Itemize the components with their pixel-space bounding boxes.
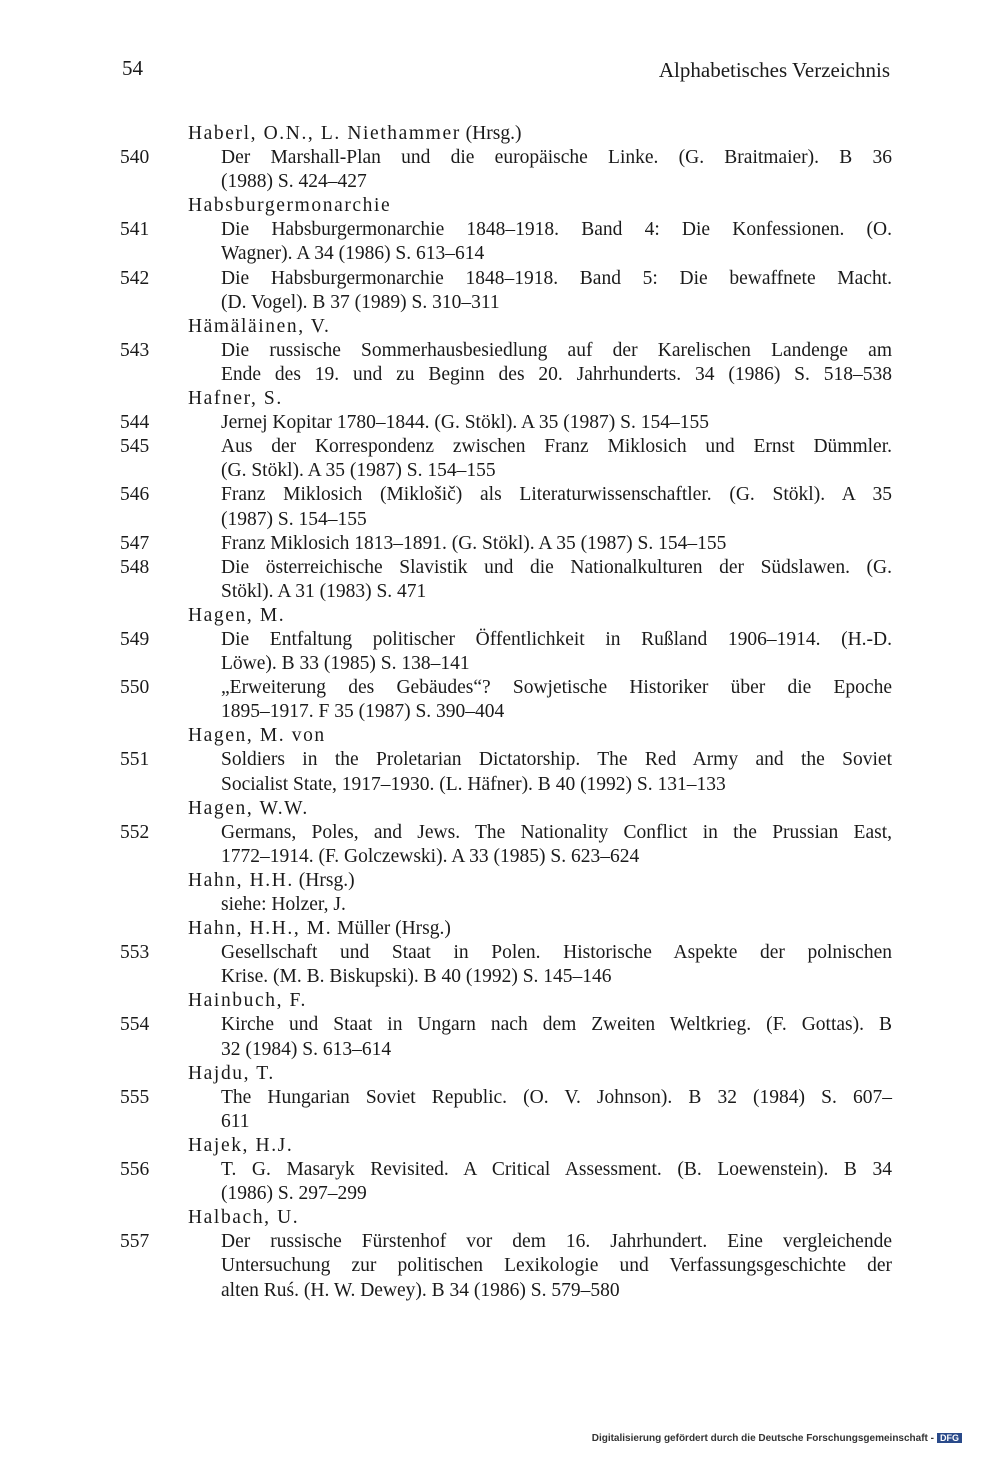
entry-text: „Erweiterung des Gebäudes“? Sowjetische Historiker über die Epoche: [221, 677, 892, 699]
entry-number: 552: [120, 821, 150, 843]
author-heading: [120, 869, 892, 893]
entry-continuation: [120, 459, 892, 483]
entry-number: 554: [120, 1014, 150, 1036]
entry-text: 1772–1914. (F. Golczewski). A 33 (1985) S. 623–624: [221, 845, 640, 867]
author-heading: [120, 989, 892, 1013]
author-heading: [120, 1206, 892, 1230]
author-name: Haberl, O.N., L. Niethammer: [188, 123, 461, 144]
entry-number: 547: [120, 532, 150, 554]
entry-text: 1895–1917. F 35 (1987) S. 390–404: [221, 701, 505, 723]
entry-text: (G. Stökl). A 35 (1987) S. 154–155: [221, 460, 496, 482]
author-heading: [120, 1134, 892, 1158]
entry-continuation: [120, 363, 892, 387]
entry-continuation: [120, 242, 892, 266]
author-heading: [120, 122, 892, 146]
entry-number: 544: [120, 412, 150, 434]
entry-continuation: [120, 170, 892, 194]
entry-line: [120, 1230, 892, 1254]
entry-line: [120, 339, 892, 363]
entry-line: [120, 146, 892, 170]
entry-line: [120, 556, 892, 580]
entry-line: [120, 1013, 892, 1037]
entry-line: [120, 748, 892, 772]
entry-text: Untersuchung zur politischen Lexikologie und Verfassungsgeschichte der: [221, 1255, 892, 1277]
entry-text: Germans, Poles, and Jews. The Nationality Conflict in the Prussian East,: [221, 821, 892, 843]
entry-continuation: [120, 1279, 892, 1303]
entry-text: alten Ruś. (H. W. Dewey). B 34 (1986) S. 579–580: [221, 1279, 620, 1301]
author-heading: [120, 194, 892, 218]
entry-text: The Hungarian Soviet Republic. (O. V. Johnson). B 32 (1984) S. 607–: [221, 1086, 892, 1108]
entry-continuation: [120, 1038, 892, 1062]
entry-text: Die österreichische Slavistik und die Nationalkulturen der Südslawen. (G.: [221, 556, 892, 578]
entry-text: Franz Miklosich (Miklošič) als Literaturwissenschaftler. (G. Stökl). A 35: [221, 484, 892, 506]
entry-continuation: [120, 965, 892, 989]
entry-continuation: [120, 1110, 892, 1134]
entry-text: Der Marshall-Plan und die europäische Linke. (G. Braitmaier). B 36: [221, 147, 892, 169]
dfg-logo: DFG: [937, 1433, 962, 1443]
entry-continuation: [120, 773, 892, 797]
entry-line: [120, 435, 892, 459]
entry-text: (D. Vogel). B 37 (1989) S. 310–311: [221, 291, 500, 313]
author-name: Hainbuch, F.: [188, 990, 307, 1012]
author-name: Hahn, H.H., M.: [188, 918, 333, 940]
author-heading: [120, 604, 892, 628]
entry-continuation: [120, 508, 892, 532]
author-heading: [120, 917, 892, 941]
entry-line: [120, 483, 892, 507]
entry-line: [120, 1086, 892, 1110]
entry-text: Die Habsburgermonarchie 1848–1918. Band 4: Die Konfessionen. (O.: [221, 219, 892, 241]
author-suffix: Müller (Hrsg.): [332, 918, 451, 940]
entry-text: T. G. Masaryk Revisited. A Critical Assessment. (B. Loewenstein). B 34: [221, 1159, 892, 1181]
entry-number: 549: [120, 628, 150, 650]
entry-number: 553: [120, 942, 150, 964]
entry-text: 32 (1984) S. 613–614: [221, 1038, 392, 1060]
entry-line: [120, 218, 892, 242]
author-name: Hajdu, T.: [188, 1062, 275, 1084]
page-number: 54: [122, 56, 143, 80]
author-heading: [120, 1062, 892, 1086]
author-heading: [120, 315, 892, 339]
entry-text: (1986) S. 297–299: [221, 1183, 367, 1205]
author-heading: [120, 797, 892, 821]
entry-continuation: [120, 291, 892, 315]
running-head: Alphabetisches Verzeichnis: [658, 58, 890, 82]
entry-line: [120, 267, 892, 291]
entry-continuation: [120, 893, 892, 917]
entry-continuation: [120, 580, 892, 604]
entry-number: 542: [120, 267, 150, 289]
entry-number: 541: [120, 219, 150, 241]
entry-text: (1987) S. 154–155: [221, 508, 367, 530]
entry-number: 546: [120, 484, 150, 506]
author-heading: [120, 724, 892, 748]
entry-text: Die Entfaltung politischer Öffentlichkeit in Rußland 1906–1914. (H.-D.: [221, 628, 892, 650]
entry-continuation: [120, 845, 892, 869]
entry-line: [120, 628, 892, 652]
author-name: Hafner, S.: [188, 388, 283, 410]
entry-continuation: [120, 700, 892, 724]
entry-line: [120, 1158, 892, 1182]
entry-text: Franz Miklosich 1813–1891. (G. Stökl). A 35 (1987) S. 154–155: [221, 532, 727, 554]
entry-text: Gesellschaft und Staat in Polen. Historische Aspekte der polnischen: [221, 942, 892, 964]
entry-text: Die Habsburgermonarchie 1848–1918. Band 5: Die bewaffnete Macht.: [221, 267, 892, 289]
entry-text: Wagner). A 34 (1986) S. 613–614: [221, 243, 485, 265]
author-suffix: (Hrsg.): [460, 123, 522, 144]
entry-line: [120, 821, 892, 845]
entry-text: 611: [221, 1110, 250, 1132]
entry-number: 548: [120, 556, 150, 578]
author-name: Hämäläinen, V.: [188, 315, 331, 337]
entry-number: 545: [120, 436, 150, 458]
entry-number: 543: [120, 339, 150, 361]
entry-text: Jernej Kopitar 1780–1844. (G. Stökl). A 35 (1987) S. 154–155: [221, 412, 710, 434]
author-name: Hahn, H.H.: [188, 869, 294, 891]
entry-number: 556: [120, 1159, 150, 1181]
entry-text: Stökl). A 31 (1983) S. 471: [221, 580, 427, 602]
author-name: Halbach, U.: [188, 1207, 300, 1229]
entry-line: [120, 411, 892, 435]
author-name: Hajek, H.J.: [188, 1134, 294, 1156]
author-name: Hagen, M.: [188, 604, 286, 626]
entry-text: Ende des 19. und zu Beginn des 20. Jahrhunderts. 34 (1986) S. 518–538: [221, 363, 892, 385]
author-suffix: (Hrsg.): [293, 869, 355, 891]
entry-continuation: [120, 1182, 892, 1206]
index-entries: [120, 122, 892, 1303]
entry-text: Kirche und Staat in Ungarn nach dem Zweiten Weltkrieg. (F. Gottas). B: [221, 1014, 892, 1036]
entry-number: 550: [120, 677, 150, 699]
digitization-credit: [592, 1433, 962, 1444]
entry-text: Socialist State, 1917–1930. (L. Häfner). B 40 (1992) S. 131–133: [221, 773, 726, 795]
entry-text: Soldiers in the Proletarian Dictatorship. The Red Army and the Soviet: [221, 749, 892, 771]
entry-line: [120, 676, 892, 700]
entry-number: 557: [120, 1231, 150, 1253]
entry-number: 551: [120, 749, 150, 771]
entry-continuation: [120, 1254, 892, 1278]
entry-text: Aus der Korrespondenz zwischen Franz Miklosich und Ernst Dümmler.: [221, 436, 892, 458]
entry-number: 540: [120, 147, 150, 169]
entry-text: Krise. (M. B. Biskupski). B 40 (1992) S. 145–146: [221, 966, 612, 988]
entry-text: Die russische Sommerhausbesiedlung auf der Karelischen Landenge am: [221, 339, 892, 361]
entry-continuation: [120, 652, 892, 676]
entry-text: siehe: Holzer, J.: [221, 894, 346, 915]
entry-line: [120, 941, 892, 965]
author-heading: [120, 387, 892, 411]
entry-text: Löwe). B 33 (1985) S. 138–141: [221, 653, 470, 675]
entry-line: [120, 532, 892, 556]
entry-number: 555: [120, 1086, 150, 1108]
author-name: Habsburgermonarchie: [188, 195, 392, 217]
entry-text: (1988) S. 424–427: [221, 171, 367, 193]
credit-text: Digitalisierung gefördert durch die Deutsche Forschungsgemeinschaft -: [591, 1433, 934, 1444]
author-name: Hagen, M. von: [188, 725, 326, 747]
author-name: Hagen, W.W.: [188, 797, 309, 819]
entry-text: Der russische Fürstenhof vor dem 16. Jahrhundert. Eine vergleichende: [221, 1231, 892, 1253]
